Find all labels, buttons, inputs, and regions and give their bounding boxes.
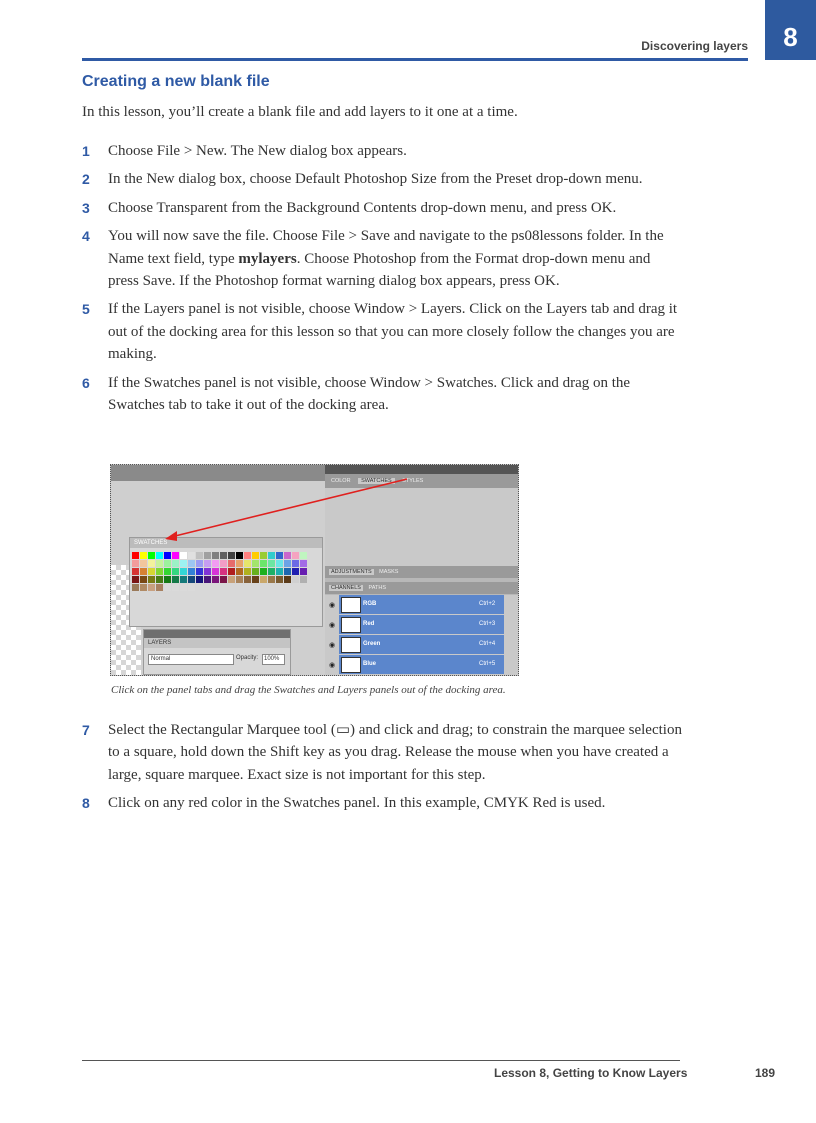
tab-styles[interactable]: STYLES [402,478,424,484]
step-text: If the Swatches panel is not visible, choose Window > Swatches. Click and drag on the Swatches tab to take it out of the docking area. [108,374,631,414]
step-item [82,372,682,417]
step-number: 3 [82,199,90,216]
drag-arrow-icon [111,465,518,675]
footer-rule [82,1060,680,1061]
step-text: If the Layers panel is not visible, choose Window > Layers. Click on the Layers tab and drag it out of the docking area for this lesson so that you can more closely follow the changes you are making. [108,301,678,363]
step-item [82,168,682,190]
step-text: In the New dialog box, choose Default Photoshop Size from the Preset drop-down menu. [108,171,643,188]
channel-name: Green [363,641,381,647]
tab-adjustments[interactable]: ADJUSTMENTS [331,569,372,575]
figure-caption: Click on the panel tabs and drag the Swatches and Layers panels out of the docking area. [111,684,506,696]
step-item [82,719,682,786]
step-item [82,197,682,219]
footer-lesson-title: Lesson 8, Getting to Know Layers [494,1066,688,1080]
steps-list-1 [82,140,682,422]
eye-icon[interactable]: ◉ [329,642,336,649]
page-number: 189 [755,1066,776,1080]
opacity-label: Opacity: [236,655,259,661]
step-item [82,298,682,365]
channel-name: Blue [363,661,377,667]
step-text: You will now save the file. Choose File > Save and navigate to the ps08lessons folder. In the Name text field, type [108,228,664,267]
step-number: 7 [82,722,90,738]
channel-shortcut: Ctrl+3 [479,621,496,627]
step-item [82,792,682,814]
tab-swatches[interactable]: SWATCHES [358,478,395,484]
eye-icon[interactable]: ◉ [329,622,336,629]
tab-channels[interactable]: CHANNELS [331,585,361,591]
tab-color[interactable]: COLOR [331,478,351,484]
step-number: 5 [82,301,90,318]
channel-shortcut: Ctrl+4 [479,641,496,647]
step-text: Click on any red color in the Swatches panel. In this example, CMYK Red is used. [108,795,606,812]
step-text: Select the Rectangular Marquee tool (▭) and click and drag; to constrain the marquee selection to a square, hold down the Shift key as you drag. Release the mouse when you have created a large, square marquee. Exact size is not important for this step. [108,722,682,783]
steps-list-2 [82,719,682,821]
eye-icon[interactable]: ◉ [329,662,336,669]
step-number: 1 [82,143,90,159]
opacity-input[interactable]: 100% [262,654,285,665]
tab-paths[interactable]: PATHS [368,585,387,591]
step-item [82,225,682,292]
intro-paragraph: In this lesson, you’ll create a blank file and add layers to it one at a time. [82,104,518,120]
blend-mode-select[interactable]: Normal [148,654,234,665]
step-number: 8 [82,795,90,812]
running-head: Discovering layers [641,39,748,53]
step-text: Choose Transparent from the Background Contents drop-down menu, and press OK. [108,199,617,216]
section-heading: Creating a new blank file [82,73,270,90]
layers-tab[interactable]: LAYERS [144,638,290,648]
swatches-tab[interactable]: SWATCHES [130,538,322,548]
step-item [82,140,682,162]
step-text-cont: . Choose Photoshop from the Format drop-down menu and press Save. If the Photoshop format warning dialog box appears, press OK. [108,250,651,290]
channel-shortcut: Ctrl+2 [479,601,496,607]
channel-name: RGB [363,601,377,607]
chapter-number-tab: 8 [765,0,816,60]
step-text: Choose File > New. The New dialog box appears. [108,143,407,159]
eye-icon[interactable]: ◉ [329,602,336,609]
channel-shortcut: Ctrl+5 [479,661,496,667]
file-name-bold: mylayers [238,250,297,267]
channel-name: Red [363,621,375,627]
step-number: 4 [82,228,90,245]
tab-masks[interactable]: MASKS [379,569,399,575]
step-number: 2 [82,171,90,188]
panels-screenshot [110,464,519,676]
step-number: 6 [82,374,90,391]
header-rule [82,58,748,61]
